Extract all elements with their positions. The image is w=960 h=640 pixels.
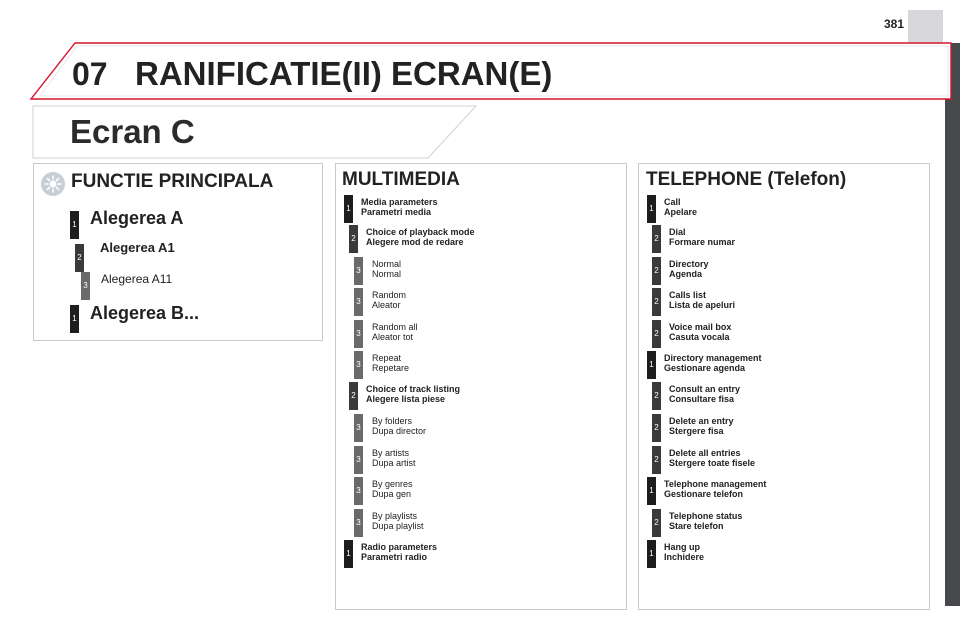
main-item-label: Alegerea A xyxy=(90,208,184,228)
level-badge: 1 xyxy=(344,540,353,568)
item-label-ro: Repetare xyxy=(372,363,410,373)
item-label-ro: Normal xyxy=(372,269,402,279)
item-label-en: Random all xyxy=(372,322,418,332)
item-label-ro: Inchidere xyxy=(664,552,705,562)
item-label-ro: Dupa gen xyxy=(372,489,412,499)
multimedia-item xyxy=(372,353,409,373)
item-label-ro: Consultare fisa xyxy=(669,394,735,404)
telephone-title: TELEPHONE (Telefon) xyxy=(646,169,847,190)
multimedia-title: MULTIMEDIA xyxy=(342,169,460,190)
item-label-en: Choice of playback mode xyxy=(366,227,475,237)
item-label-ro: Dupa playlist xyxy=(372,521,424,531)
multimedia-item xyxy=(372,511,424,531)
multimedia-item xyxy=(372,290,406,310)
level-badge: 3 xyxy=(354,288,363,316)
item-label-en: Media parameters xyxy=(361,197,438,207)
telephone-item xyxy=(669,322,731,342)
item-label-en: By folders xyxy=(372,416,413,426)
level-badge: 2 xyxy=(652,288,661,316)
main-item-label: Alegerea A1 xyxy=(100,240,175,255)
telephone-item xyxy=(669,416,734,436)
item-label-ro: Casuta vocala xyxy=(669,332,730,342)
page-number: 381 xyxy=(883,17,904,31)
item-label-en: Repeat xyxy=(372,353,402,363)
item-label-ro: Stare telefon xyxy=(669,521,724,531)
item-label-en: Telephone status xyxy=(669,511,743,521)
telephone-item xyxy=(669,259,709,279)
item-label-ro: Formare numar xyxy=(669,237,736,247)
item-label-en: Hang up xyxy=(664,542,700,552)
item-label-en: By playlists xyxy=(372,511,418,521)
main-function-title: FUNCTIE PRINCIPALA xyxy=(71,171,274,192)
level-badge: 2 xyxy=(652,382,661,410)
multimedia-item xyxy=(361,542,437,562)
item-label-en: Telephone management xyxy=(664,479,767,489)
item-label-en: Delete all entries xyxy=(669,448,741,458)
telephone-item xyxy=(669,227,735,247)
telephone-item xyxy=(669,290,735,310)
item-label-ro: Lista de apeluri xyxy=(669,300,736,310)
telephone-item xyxy=(664,353,762,373)
chapter-number: 07 xyxy=(72,56,108,92)
telephone-item xyxy=(669,511,742,531)
level-badge: 2 xyxy=(652,257,661,285)
level-badge: 1 xyxy=(70,305,79,333)
item-label-ro: Gestionare telefon xyxy=(664,489,744,499)
level-badge: 2 xyxy=(652,225,661,253)
item-label-ro: Stergere toate fisele xyxy=(669,458,756,468)
level-badge: 2 xyxy=(75,244,84,272)
item-label-ro: Dupa artist xyxy=(372,458,416,468)
gear-icon xyxy=(40,171,66,197)
level-badge: 2 xyxy=(349,225,358,253)
level-badge: 1 xyxy=(647,540,656,568)
item-label-en: Random xyxy=(372,290,407,300)
level-badge: 3 xyxy=(354,477,363,505)
multimedia-item xyxy=(361,197,438,217)
level-badge: 1 xyxy=(344,195,353,223)
main-item-label: Alegerea B... xyxy=(90,303,200,323)
level-badge: 1 xyxy=(647,351,656,379)
item-label-ro: Parametri media xyxy=(361,207,432,217)
item-label-en: Dial xyxy=(669,227,686,237)
level-badge: 3 xyxy=(81,272,90,300)
item-label-ro: Parametri radio xyxy=(361,552,428,562)
item-label-ro: Gestionare agenda xyxy=(664,363,746,373)
multimedia-item xyxy=(366,384,460,404)
item-label-ro: Dupa director xyxy=(372,426,427,436)
level-badge: 2 xyxy=(349,382,358,410)
level-badge: 3 xyxy=(354,257,363,285)
level-badge: 1 xyxy=(647,195,656,223)
item-label-ro: Apelare xyxy=(664,207,698,217)
item-label-en: Directory xyxy=(669,259,709,269)
level-badge: 2 xyxy=(652,509,661,537)
level-badge: 3 xyxy=(354,414,363,442)
item-label-en: Choice of track listing xyxy=(366,384,461,394)
item-label-ro: Aleator tot xyxy=(372,332,414,342)
multimedia-item xyxy=(372,448,416,468)
telephone-item xyxy=(664,197,697,217)
multimedia-item xyxy=(372,416,426,436)
item-label-en: Directory management xyxy=(664,353,762,363)
item-label-en: Voice mail box xyxy=(669,322,732,332)
level-badge: 2 xyxy=(652,320,661,348)
multimedia-item xyxy=(372,259,401,279)
item-label-en: Radio parameters xyxy=(361,542,438,552)
item-label-en: Consult an entry xyxy=(669,384,741,394)
telephone-item xyxy=(664,479,766,499)
item-label-en: Calls list xyxy=(669,290,707,300)
item-label-en: Delete an entry xyxy=(669,416,734,426)
level-badge: 3 xyxy=(354,351,363,379)
item-label-en: By artists xyxy=(372,448,410,458)
side-bar xyxy=(945,43,960,606)
item-label-en: Call xyxy=(664,197,681,207)
item-label-ro: Alegere lista piese xyxy=(366,394,446,404)
level-badge: 1 xyxy=(70,211,79,239)
level-badge: 2 xyxy=(652,414,661,442)
item-label-ro: Aleator xyxy=(372,300,401,310)
item-label-ro: Alegere mod de redare xyxy=(366,237,464,247)
item-label-en: Normal xyxy=(372,259,402,269)
chapter-title: RANIFICATIE(II) ECRAN(E) xyxy=(135,55,553,92)
level-badge: 1 xyxy=(647,477,656,505)
telephone-item xyxy=(669,384,740,404)
level-badge: 3 xyxy=(354,509,363,537)
main-item-label: Alegerea A11 xyxy=(101,272,173,286)
multimedia-item xyxy=(366,227,475,247)
level-badge: 2 xyxy=(652,446,661,474)
level-badge: 3 xyxy=(354,446,363,474)
screen-title: Ecran C xyxy=(70,113,195,150)
telephone-item xyxy=(669,448,755,468)
multimedia-item xyxy=(372,322,418,342)
item-label-ro: Agenda xyxy=(669,269,703,279)
level-badge: 3 xyxy=(354,320,363,348)
item-label-ro: Stergere fisa xyxy=(669,426,724,436)
multimedia-item xyxy=(372,479,413,499)
telephone-item xyxy=(664,542,704,562)
item-label-en: By genres xyxy=(372,479,413,489)
